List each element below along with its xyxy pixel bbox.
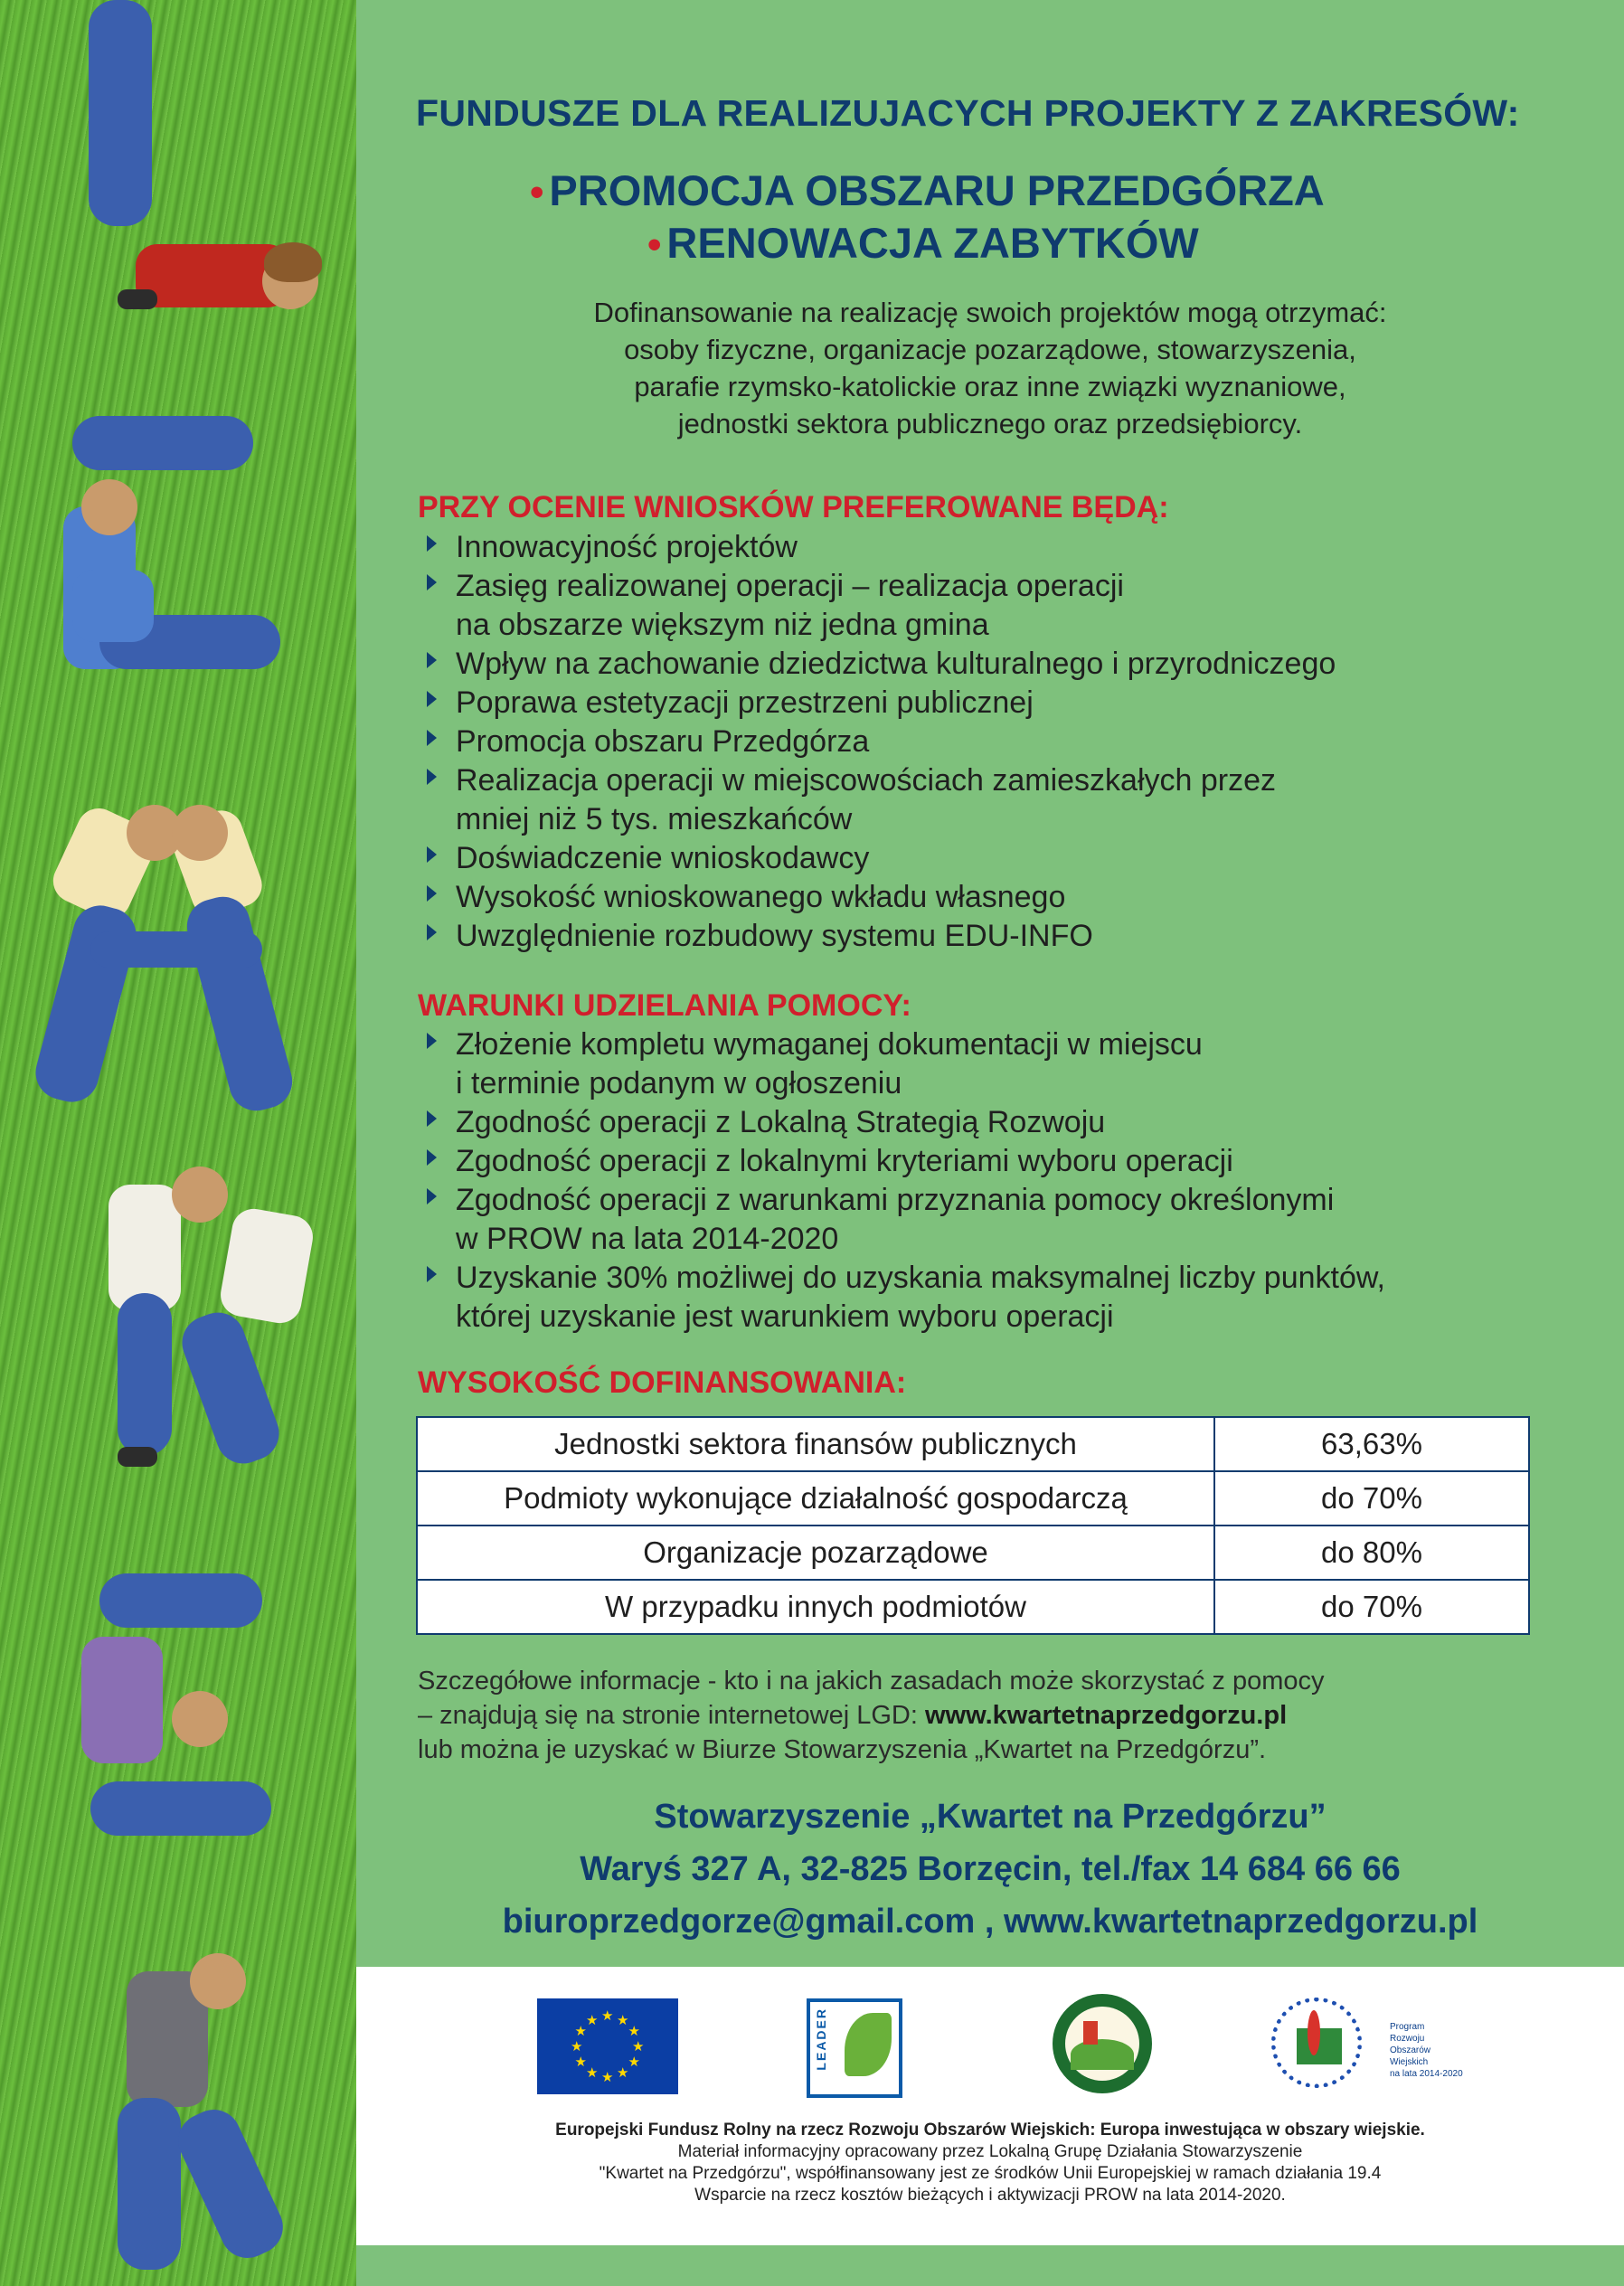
footer-bold-line: Europejski Fundusz Rolny na rzecz Rozwoju Obszarów Wiejskich: Europa inwestująca w obszary wiejskie.: [555, 2121, 1425, 2140]
entity-cell: W przypadku innych podmiotów: [417, 1580, 1214, 1634]
star-icon: ★: [574, 2024, 587, 2039]
topic-renovation: [647, 218, 1199, 268]
list-item-text: Poprawa estetyzacji przestrzeni publicznej: [456, 685, 1034, 720]
person-letter-e: [63, 398, 298, 723]
person-letter-e2: [63, 1555, 298, 1881]
footer-text: [356, 2119, 1624, 2206]
conditions-title: WARUNKI UDZIELANIA POMOCY:: [418, 988, 911, 1023]
list-item: [427, 878, 1336, 917]
entity-cell: Jednostki sektora finansów publicznych: [417, 1417, 1214, 1471]
photo-strip: [0, 0, 356, 2286]
website-link[interactable]: www.kwartetnaprzedgorzu.pl: [924, 1701, 1288, 1730]
list-item-text: na obszarze większym niż jedna gmina: [456, 608, 989, 642]
triangle-bullet-icon: [427, 1188, 437, 1204]
triangle-bullet-icon: [427, 846, 437, 863]
footer-line: Materiał informacyjny opracowany przez Lokalną Grupę Działania Stowarzyszenie: [677, 2142, 1303, 2161]
list-item-text: Zgodność operacji z warunkami przyznania pomocy określonymi: [456, 1183, 1335, 1217]
table-row: [417, 1526, 1529, 1580]
list-item-text: Uzyskanie 30% możliwej do uzyskania maksymalnej liczby punktów,: [456, 1261, 1385, 1295]
address-line: Waryś 327 A, 32-825 Borzęcin, tel./fax 14 684 66 66: [580, 1850, 1401, 1888]
star-icon: ★: [617, 2012, 629, 2028]
triangle-bullet-icon: [427, 924, 437, 940]
list-item-text: mniej niż 5 tys. mieszkańców: [456, 802, 853, 836]
list-item-text: Innowacyjność projektów: [456, 530, 798, 564]
triangle-bullet-icon: [427, 769, 437, 785]
list-item-text: Zasięg realizowanej operacji – realizacja operacji: [456, 569, 1124, 603]
star-icon: ★: [586, 2012, 599, 2028]
intro-line: Dofinansowanie na realizację swoich projektów mogą otrzymać:: [593, 297, 1387, 328]
list-item: [427, 528, 1336, 567]
prow-logo-text: [1390, 2021, 1463, 2080]
table-row: [417, 1471, 1529, 1526]
entity-cell: Organizacje pozarządowe: [417, 1526, 1214, 1580]
prow-line: Rozwoju: [1390, 2034, 1425, 2044]
percentage-cell: do 80%: [1214, 1526, 1529, 1580]
star-icon: ★: [601, 2070, 614, 2085]
list-item: [427, 1259, 1385, 1337]
intro-line: osoby fizyczne, organizacje pozarządowe, stowarzyszenia,: [624, 334, 1356, 365]
triangle-bullet-icon: [427, 535, 437, 552]
list-item: [427, 761, 1336, 839]
topic-label: RENOWACJA ZABYTKÓW: [666, 219, 1199, 267]
list-item: [427, 1025, 1385, 1103]
star-icon: ★: [601, 2008, 614, 2024]
list-item: [427, 1181, 1385, 1259]
triangle-bullet-icon: [427, 885, 437, 902]
intro-line: parafie rzymsko-katolickie oraz inne związki wyznaniowe,: [634, 371, 1346, 402]
triangle-bullet-icon: [427, 1110, 437, 1127]
intro-paragraph: [356, 294, 1624, 442]
list-item-text: i terminie podanym w ogłoszeniu: [456, 1066, 902, 1100]
list-item: [427, 567, 1336, 645]
person-letter-l: [54, 0, 253, 362]
bullet-dot: •: [647, 222, 662, 267]
person-letter-a: [36, 778, 307, 1121]
list-item-text: w PROW na lata 2014-2020: [456, 1222, 839, 1256]
list-item-text: Uwzględnienie rozbudowy systemu EDU-INFO: [456, 919, 1093, 953]
list-item-text: Wysokość wnioskowanego wkładu własnego: [456, 880, 1066, 914]
list-item-text: Złożenie kompletu wymaganej dokumentacji w miejscu: [456, 1027, 1203, 1062]
triangle-bullet-icon: [427, 1266, 437, 1282]
preferences-title: PRZY OCENIE WNIOSKÓW PREFEROWANE BĘDĄ:: [418, 490, 1169, 524]
triangle-bullet-icon: [427, 652, 437, 668]
list-item-text: której uzyskanie jest warunkiem wyboru operacji: [456, 1299, 1114, 1334]
details-text: – znajdują się na stronie internetowej LGD:: [418, 1701, 925, 1730]
triangle-bullet-icon: [427, 1149, 437, 1166]
triangle-bullet-icon: [427, 574, 437, 590]
list-item-text: Wpływ na zachowanie dziedzictwa kulturalnego i przyrodniczego: [456, 647, 1336, 681]
headline: FUNDUSZE DLA REALIZUJACYCH PROJEKTY Z ZAKRESÓW:: [416, 92, 1520, 134]
leader-word: LEADER: [814, 2007, 828, 2071]
list-item-text: Promocja obszaru Przedgórza: [456, 724, 870, 759]
details-line: [418, 1698, 1325, 1733]
list-item-text: Doświadczenie wnioskodawcy: [456, 841, 870, 875]
person-letter-r: [99, 1935, 335, 2279]
prow-line: na lata 2014-2020: [1390, 2069, 1463, 2079]
star-icon: ★: [632, 2039, 645, 2055]
star-icon: ★: [628, 2024, 640, 2039]
intro-line: jednostki sektora publicznego oraz przedsiębiorcy.: [677, 408, 1303, 439]
footer-band: [356, 1967, 1624, 2245]
person-letter-d: [90, 1157, 326, 1483]
details-line: Szczegółowe informacje - kto i na jakich zasadach może skorzystać z pomocy: [418, 1667, 1325, 1696]
conditions-list: [427, 1025, 1385, 1337]
topic-label: PROMOCJA OBSZARU PRZEDGÓRZA: [549, 166, 1325, 214]
triangle-bullet-icon: [427, 1033, 437, 1049]
percentage-cell: 63,63%: [1214, 1417, 1529, 1471]
entity-cell: Podmioty wykonujące działalność gospodarczą: [417, 1471, 1214, 1526]
topic-promotion: [530, 165, 1325, 215]
details-paragraph: [418, 1664, 1325, 1767]
details-line: lub można je uzyskać w Biurze Stowarzyszenia „Kwartet na Przedgórzu”.: [418, 1735, 1267, 1764]
list-item-text: Zgodność operacji z lokalnymi kryteriami wyboru operacji: [456, 1144, 1233, 1178]
main-content: [356, 0, 1624, 1967]
funding-table: [416, 1416, 1530, 1635]
leaf-icon: [845, 2013, 892, 2076]
star-icon: ★: [628, 2055, 640, 2070]
triangle-bullet-icon: [427, 730, 437, 746]
list-item: [427, 684, 1336, 723]
organization-name: Stowarzyszenie „Kwartet na Przedgórzu”: [654, 1798, 1327, 1836]
eu-flag-logo: [537, 1998, 678, 2094]
list-item: [427, 839, 1336, 878]
percentage-cell: do 70%: [1214, 1580, 1529, 1634]
contact-block: [356, 1790, 1624, 1948]
list-item-text: Realizacja operacji w miejscowościach zamieszkałych przez: [456, 763, 1276, 798]
preferences-list: [427, 528, 1336, 956]
table-row: [417, 1417, 1529, 1471]
funding-amount-title: WYSOKOŚĆ DOFINANSOWANIA:: [418, 1365, 907, 1400]
prow-logo: [1270, 1992, 1378, 2088]
list-item: [427, 917, 1336, 956]
percentage-cell: do 70%: [1214, 1471, 1529, 1526]
prow-line: Wiejskich: [1390, 2057, 1429, 2067]
list-item-text: Zgodność operacji z Lokalną Strategią Rozwoju: [456, 1105, 1106, 1139]
list-item: [427, 723, 1336, 761]
footer-line: Wsparcie na rzecz kosztów bieżących i aktywizacji PROW na lata 2014-2020.: [694, 2186, 1286, 2205]
table-row: [417, 1580, 1529, 1634]
footer-line: "Kwartet na Przedgórzu", współfinansowany jest ze środków Unii Europejskiej w ramach działania 19.4: [599, 2164, 1382, 2183]
star-icon: ★: [574, 2055, 587, 2070]
triangle-bullet-icon: [427, 691, 437, 707]
star-icon: ★: [586, 2065, 599, 2082]
star-icon: ★: [617, 2065, 629, 2082]
bullet-dot: •: [530, 170, 544, 214]
leader-logo: [807, 1998, 902, 2098]
prow-line: Program: [1390, 2022, 1425, 2032]
star-icon: ★: [571, 2039, 583, 2055]
email-web-line[interactable]: biuroprzedgorze@gmail.com , www.kwartetnaprzedgorzu.pl: [502, 1903, 1478, 1941]
lgd-logo: [1053, 1994, 1152, 2093]
list-item: [427, 1142, 1385, 1181]
list-item: [427, 645, 1336, 684]
prow-line: Obszarów: [1390, 2045, 1431, 2055]
list-item: [427, 1103, 1385, 1142]
